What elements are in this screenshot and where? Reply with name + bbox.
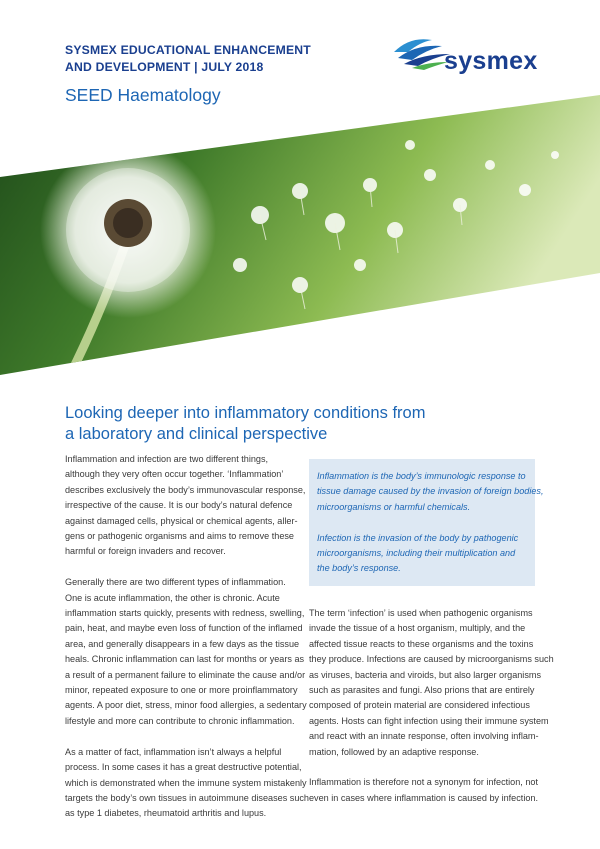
text-line: Infection is the invasion of the body by pathogenic	[317, 532, 519, 543]
article-headline	[65, 403, 545, 445]
header-title-line2: AND DEVELOPMENT | JULY 2018	[65, 60, 264, 74]
text-line: mation, followed by an adaptive response.	[309, 746, 479, 757]
text-line: inflammation starts quickly, presents with redness, swelling,	[65, 608, 305, 619]
text-line: harmful or foreign invaders and recover.	[65, 546, 226, 557]
text-line: microorganisms, including their multiplication and	[317, 548, 516, 559]
left-paragraph-3	[65, 745, 309, 822]
text-line: even in cases where inflammation is caused by infection.	[309, 792, 538, 803]
text-line: against damaged cells, physical or chemical agents, aller-	[65, 515, 298, 526]
text-line: One is acute inflammation, the other is chronic. Acute	[65, 592, 280, 603]
left-column	[65, 452, 309, 837]
text-line: irrespective of the cause. It is our body’s natural defence	[65, 500, 293, 511]
text-line: pain, heat, and maybe even loss of function of the inflamed	[65, 623, 303, 634]
text-line: they produce. Infections are caused by microorganisms such	[309, 654, 554, 665]
right-column	[309, 606, 554, 822]
text-line: which is demonstrated when the immune system mistakenly	[65, 777, 307, 788]
text-line: invade the tissue of a host organism, multiply, and the	[309, 623, 526, 634]
right-paragraph-1	[309, 606, 554, 760]
left-paragraph-1	[65, 452, 306, 560]
text-line: process. In some cases it has a great destructive potential,	[65, 762, 302, 773]
text-line: lifestyle and more can contribute to chronic inflammation.	[65, 715, 295, 726]
text-line: describes exclusively the body’s immunovascular response,	[65, 484, 306, 495]
definition-callout-box	[309, 459, 544, 586]
text-line: affected tissue reacts to these organisms and the toxins	[309, 638, 534, 649]
newsletter-header	[65, 42, 365, 76]
text-line: as type 1 diabetes, rheumatoid arthritis and lupus.	[65, 808, 267, 819]
text-line: agents. Hosts can fight infection using their immune system	[309, 715, 549, 726]
text-line: agents. A poor diet, stress, minor food allergies, a sedentary	[65, 700, 307, 711]
text-line: targets the body’s own tissues in autoimmune diseases such	[65, 792, 309, 803]
text-line: Inflammation and infection are two different things,	[65, 454, 269, 464]
text-line: Generally there are two different types of inflammation.	[65, 577, 286, 588]
dandelion-hero-image	[0, 95, 600, 375]
text-line: The term ‘infection’ is used when pathogenic organisms	[309, 608, 533, 618]
text-line: area, and generally disappears in a few days as the tissue	[65, 638, 300, 649]
text-line: heals. Chronic inflammation can last for months or years as	[65, 654, 305, 665]
left-paragraph-2	[65, 575, 307, 729]
text-line: composed of protein material are considered infectious	[309, 700, 530, 711]
text-line: gens or pathogenic organisms and aims to remove these	[65, 531, 294, 542]
text-line: the body’s response.	[317, 563, 401, 574]
headline-line1: Looking deeper into inflammatory conditions from	[65, 404, 426, 422]
text-line: such as parasites and fungi. Also prions that are entirely	[309, 685, 535, 696]
text-line: tissue damage caused by the invasion of foreign bodies,	[317, 486, 544, 497]
right-paragraph-2	[309, 775, 544, 806]
text-line: as viruses, bacteria and viroids, but also larger organisms	[309, 669, 541, 680]
text-line: although they very often occur together. ‘Inflammation’	[65, 469, 284, 480]
logo-text: sysmex	[444, 47, 538, 75]
text-line: minor, repeated exposure to one or more proinflammatory	[65, 685, 298, 696]
seed-title: SEED Haematology	[65, 85, 221, 105]
text-line: Inflammation is the body’s immunologic response to	[317, 471, 526, 481]
header-title-line1: SYSMEX EDUCATIONAL ENHANCEMENT	[65, 43, 311, 57]
sysmex-wave-icon	[392, 30, 452, 72]
text-line: microorganisms or harmful chemicals.	[317, 501, 471, 512]
headline-line2: a laboratory and clinical perspective	[65, 425, 328, 443]
text-line: As a matter of fact, inflammation isn’t always a helpful	[65, 746, 282, 757]
sysmex-logo	[392, 30, 542, 80]
callout-inflammation-definition	[317, 469, 544, 515]
text-line: and react with an innate response, often involving inflam-	[309, 731, 539, 742]
text-line: Inflammation is therefore not a synonym for infection, not	[309, 777, 538, 788]
callout-infection-definition	[317, 531, 535, 577]
text-line: a result of a permanent failure to eliminate the cause and/or	[65, 669, 306, 680]
